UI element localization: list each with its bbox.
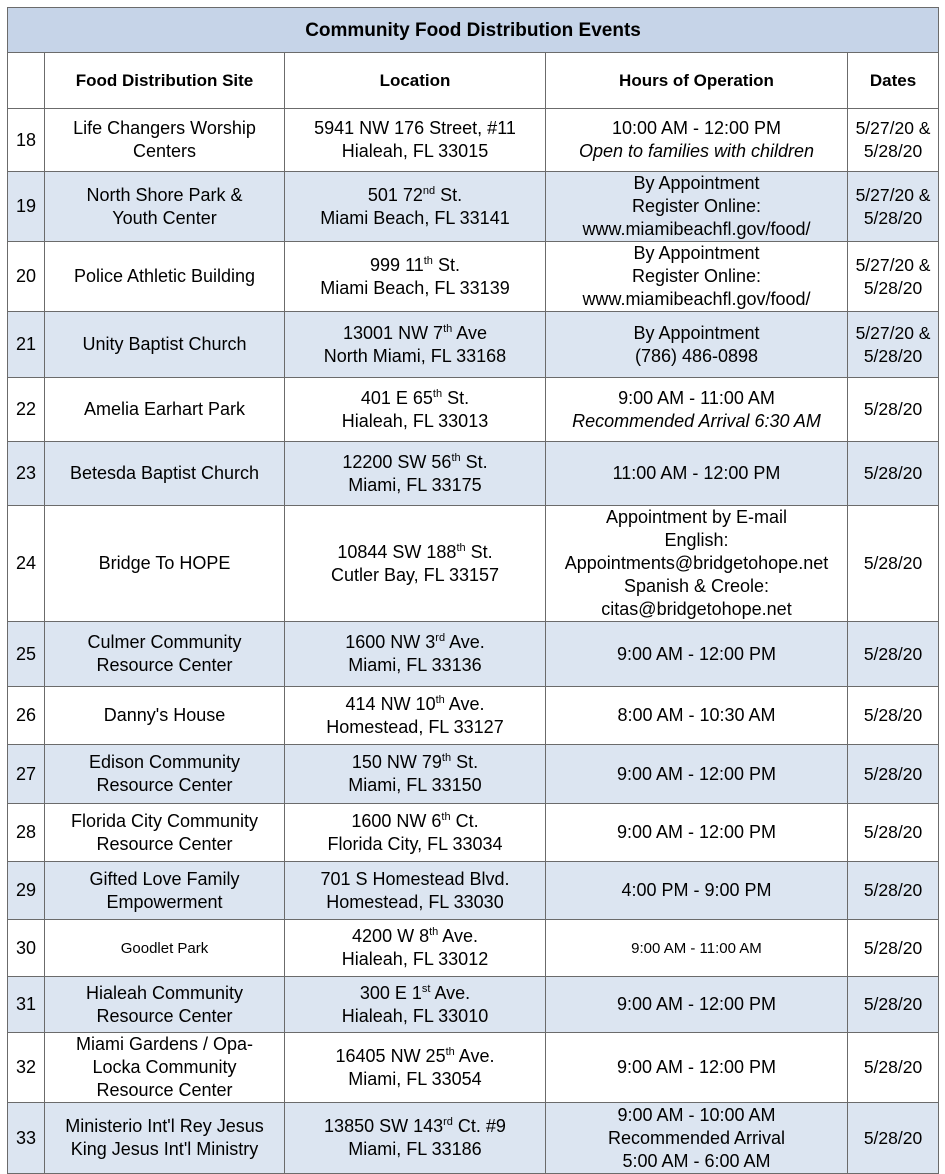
row-number: 26 bbox=[8, 687, 45, 745]
event-dates bbox=[848, 1103, 939, 1174]
site-name bbox=[45, 109, 285, 172]
site-name-line: Resource Center bbox=[96, 655, 233, 675]
row-number: 25 bbox=[8, 622, 45, 687]
row-number: 31 bbox=[8, 977, 45, 1033]
site-name-line: Goodlet Park bbox=[120, 939, 209, 957]
hours-of-operation bbox=[546, 172, 848, 242]
table-title: Community Food Distribution Events bbox=[8, 8, 939, 53]
address-city: Hialeah, FL 33015 bbox=[341, 141, 489, 161]
address-city: Miami, FL 33054 bbox=[348, 1068, 482, 1089]
site-name-line: Gifted Love Family bbox=[89, 868, 240, 889]
ordinal-suffix: th bbox=[435, 693, 445, 706]
date-line: 5/28/20 bbox=[863, 643, 923, 664]
row-number: 30 bbox=[8, 920, 45, 977]
site-name-line: Life Changers Worship bbox=[73, 118, 256, 138]
table-row bbox=[8, 109, 939, 172]
date-line: 5/27/20 & bbox=[855, 184, 931, 205]
header-hours: Hours of Operation bbox=[546, 53, 848, 109]
location-address bbox=[285, 172, 546, 242]
hours-line: Appointments@bridgetohope.net bbox=[564, 553, 829, 573]
address-street: 13001 NW 7th Ave bbox=[343, 322, 487, 343]
address-city: Cutler Bay, FL 33157 bbox=[330, 564, 500, 585]
location-address bbox=[285, 242, 546, 312]
location-address bbox=[285, 804, 546, 862]
event-dates bbox=[848, 378, 939, 442]
address-city: Homestead, FL 33030 bbox=[326, 891, 504, 912]
hours-of-operation bbox=[546, 1103, 848, 1174]
date-line: 5/28/20 bbox=[863, 399, 923, 419]
site-name bbox=[45, 862, 285, 920]
site-name-line: Resource Center bbox=[96, 1080, 233, 1100]
table-row bbox=[8, 622, 939, 687]
hours-line: 9:00 AM - 12:00 PM bbox=[616, 1057, 777, 1077]
hours-line: Register Online: bbox=[631, 266, 762, 286]
date-line: 5/28/20 bbox=[863, 705, 923, 725]
address-city: Miami Beach, FL 33141 bbox=[320, 207, 510, 228]
hours-line: 9:00 AM - 11:00 AM bbox=[618, 387, 775, 408]
date-line: 5/28/20 bbox=[863, 277, 923, 298]
hours-of-operation bbox=[546, 977, 848, 1033]
address-city: Hialeah, FL 33013 bbox=[341, 410, 489, 431]
site-name-line: Resource Center bbox=[96, 1005, 233, 1026]
date-line: 5/28/20 bbox=[863, 345, 923, 366]
date-line: 5/28/20 bbox=[863, 1057, 923, 1077]
event-dates bbox=[848, 172, 939, 242]
row-number: 18 bbox=[8, 109, 45, 172]
hours-line: (786) 486-0898 bbox=[634, 345, 759, 366]
hours-of-operation bbox=[546, 506, 848, 622]
row-number: 28 bbox=[8, 804, 45, 862]
row-number: 21 bbox=[8, 312, 45, 378]
ordinal-suffix: nd bbox=[422, 184, 436, 197]
site-name-line: Hialeah Community bbox=[85, 982, 244, 1003]
table-row bbox=[8, 745, 939, 804]
row-number: 32 bbox=[8, 1033, 45, 1103]
hours-of-operation bbox=[546, 622, 848, 687]
row-number: 23 bbox=[8, 442, 45, 506]
ordinal-suffix: rd bbox=[435, 632, 446, 644]
location-address bbox=[285, 745, 546, 804]
date-line: 5/28/20 bbox=[863, 141, 923, 161]
address-street: 701 S Homestead Blvd. bbox=[320, 868, 510, 889]
hours-line: www.miamibeachfl.gov/food/ bbox=[582, 289, 811, 309]
location-address bbox=[285, 442, 546, 506]
address-street: 401 E 65th St. bbox=[360, 387, 470, 408]
ordinal-suffix: th bbox=[443, 322, 453, 335]
address-street: 1600 NW 3rd Ave. bbox=[345, 632, 485, 652]
site-name-line: Bridge To HOPE bbox=[98, 553, 231, 573]
ordinal-suffix: th bbox=[441, 810, 451, 823]
site-name-line: Resource Center bbox=[96, 775, 233, 795]
address-city: Hialeah, FL 33012 bbox=[341, 949, 489, 969]
event-dates bbox=[848, 442, 939, 506]
hours-line: Spanish & Creole: bbox=[623, 576, 770, 596]
address-street: 150 NW 79th St. bbox=[351, 752, 479, 772]
address-city: Homestead, FL 33127 bbox=[326, 716, 504, 737]
site-name bbox=[45, 378, 285, 442]
date-line: 5/28/20 bbox=[863, 763, 923, 784]
site-name-line: Unity Baptist Church bbox=[82, 334, 247, 354]
header-site: Food Distribution Site bbox=[45, 53, 285, 109]
site-name bbox=[45, 745, 285, 804]
event-dates bbox=[848, 506, 939, 622]
hours-of-operation bbox=[546, 109, 848, 172]
hours-line: www.miamibeachfl.gov/food/ bbox=[582, 219, 811, 239]
hours-line: English: bbox=[664, 530, 729, 550]
date-line: 5/27/20 & bbox=[855, 322, 931, 343]
hours-line: Recommended Arrival bbox=[607, 1127, 786, 1148]
header-location: Location bbox=[285, 53, 546, 109]
table-row bbox=[8, 1103, 939, 1174]
hours-line: 10:00 AM - 12:00 PM bbox=[611, 118, 782, 138]
site-name bbox=[45, 1033, 285, 1103]
hours-of-operation bbox=[546, 442, 848, 506]
hours-line: 9:00 AM - 10:00 AM bbox=[617, 1104, 776, 1125]
hours-of-operation bbox=[546, 687, 848, 745]
hours-line: Appointment by E-mail bbox=[605, 507, 788, 527]
location-address bbox=[285, 622, 546, 687]
table-body bbox=[8, 109, 939, 1174]
site-name bbox=[45, 622, 285, 687]
address-street: 300 E 1st Ave. bbox=[359, 982, 471, 1003]
hours-line: 9:00 AM - 11:00 AM bbox=[631, 939, 762, 957]
site-name-line: Centers bbox=[132, 141, 197, 161]
row-number: 20 bbox=[8, 242, 45, 312]
site-name bbox=[45, 977, 285, 1033]
site-name-line: Danny's House bbox=[103, 705, 226, 725]
hours-of-operation bbox=[546, 804, 848, 862]
date-line: 5/28/20 bbox=[863, 880, 923, 900]
table-row bbox=[8, 977, 939, 1033]
row-number: 29 bbox=[8, 862, 45, 920]
date-line: 5/28/20 bbox=[863, 822, 923, 842]
site-name-line: Florida City Community bbox=[70, 810, 259, 831]
site-name bbox=[45, 312, 285, 378]
location-address bbox=[285, 109, 546, 172]
hours-note: Open to families with children bbox=[578, 141, 815, 161]
hours-line: 9:00 AM - 12:00 PM bbox=[616, 763, 777, 784]
ordinal-suffix: th bbox=[429, 926, 439, 938]
hours-note: Recommended Arrival 6:30 AM bbox=[572, 410, 821, 431]
date-line: 5/28/20 bbox=[863, 553, 923, 573]
table-row bbox=[8, 312, 939, 378]
location-address bbox=[285, 506, 546, 622]
date-line: 5/28/20 bbox=[863, 463, 923, 483]
date-line: 5/27/20 & bbox=[855, 254, 931, 275]
site-name-line: Empowerment bbox=[106, 891, 223, 912]
date-line: 5/28/20 bbox=[863, 994, 923, 1014]
address-street: 12200 SW 56th St. bbox=[342, 451, 488, 472]
food-distribution-table bbox=[7, 7, 939, 1174]
address-city: Hialeah, FL 33010 bbox=[341, 1005, 489, 1026]
row-number: 33 bbox=[8, 1103, 45, 1174]
table-row bbox=[8, 862, 939, 920]
table-row bbox=[8, 506, 939, 622]
site-name bbox=[45, 506, 285, 622]
hours-of-operation bbox=[546, 312, 848, 378]
site-name bbox=[45, 920, 285, 977]
hours-line: Register Online: bbox=[631, 196, 762, 216]
location-address bbox=[285, 687, 546, 745]
address-street: 999 11th St. bbox=[370, 254, 460, 275]
site-name-line: King Jesus Int'l Ministry bbox=[70, 1139, 259, 1159]
address-city: Miami, FL 33150 bbox=[348, 775, 482, 795]
hours-line: 5:00 AM - 6:00 AM bbox=[622, 1150, 771, 1171]
site-name-line: Betesda Baptist Church bbox=[69, 463, 260, 483]
table-row bbox=[8, 242, 939, 312]
site-name-line: Edison Community bbox=[88, 752, 241, 772]
event-dates bbox=[848, 745, 939, 804]
address-street: 501 72nd St. bbox=[367, 184, 463, 205]
hours-of-operation bbox=[546, 1033, 848, 1103]
table-row bbox=[8, 687, 939, 745]
location-address bbox=[285, 1103, 546, 1174]
event-dates bbox=[848, 687, 939, 745]
hours-line: 4:00 PM - 9:00 PM bbox=[621, 880, 772, 900]
hours-line: By Appointment bbox=[633, 243, 760, 263]
table-row bbox=[8, 804, 939, 862]
address-street: 13850 SW 143rd Ct. #9 bbox=[324, 1116, 506, 1136]
table-row bbox=[8, 1033, 939, 1103]
address-street: 16405 NW 25th Ave. bbox=[335, 1045, 495, 1066]
address-city: Miami, FL 33186 bbox=[348, 1139, 482, 1159]
hours-of-operation bbox=[546, 242, 848, 312]
date-line: 5/27/20 & bbox=[855, 118, 931, 138]
site-name-line: Police Athletic Building bbox=[73, 266, 256, 286]
ordinal-suffix: st bbox=[421, 982, 431, 995]
table-row bbox=[8, 920, 939, 977]
event-dates bbox=[848, 920, 939, 977]
location-address bbox=[285, 312, 546, 378]
hours-of-operation bbox=[546, 378, 848, 442]
header-dates: Dates bbox=[848, 53, 939, 109]
event-dates bbox=[848, 242, 939, 312]
site-name-line: Ministerio Int'l Rey Jesus bbox=[65, 1116, 264, 1136]
address-street: 4200 W 8th Ave. bbox=[352, 926, 478, 946]
row-number: 24 bbox=[8, 506, 45, 622]
row-number: 27 bbox=[8, 745, 45, 804]
address-city: Florida City, FL 33034 bbox=[327, 833, 503, 854]
address-street: 5941 NW 176 Street, #11 bbox=[314, 118, 516, 138]
site-name bbox=[45, 687, 285, 745]
site-name bbox=[45, 242, 285, 312]
hours-of-operation bbox=[546, 920, 848, 977]
location-address bbox=[285, 920, 546, 977]
event-dates bbox=[848, 1033, 939, 1103]
hours-line: 9:00 AM - 12:00 PM bbox=[616, 643, 777, 664]
location-address bbox=[285, 862, 546, 920]
site-name-line: Resource Center bbox=[96, 833, 233, 854]
event-dates bbox=[848, 977, 939, 1033]
table-row bbox=[8, 172, 939, 242]
header-number bbox=[8, 53, 45, 109]
ordinal-suffix: th bbox=[432, 387, 443, 400]
table-row bbox=[8, 442, 939, 506]
site-name-line: Youth Center bbox=[112, 207, 217, 228]
ordinal-suffix: th bbox=[423, 254, 433, 267]
table-row bbox=[8, 378, 939, 442]
date-line: 5/28/20 bbox=[863, 207, 923, 228]
hours-line: citas@bridgetohope.net bbox=[601, 599, 792, 619]
address-city: Miami, FL 33175 bbox=[348, 474, 482, 495]
address-street: 10844 SW 188th St. bbox=[337, 541, 493, 562]
address-city: North Miami, FL 33168 bbox=[323, 345, 507, 366]
row-number: 19 bbox=[8, 172, 45, 242]
address-city: Miami Beach, FL 33139 bbox=[320, 277, 510, 298]
site-name-line: Culmer Community bbox=[87, 632, 242, 652]
site-name-line: Locka Community bbox=[92, 1057, 237, 1077]
event-dates bbox=[848, 804, 939, 862]
site-name-line: Miami Gardens / Opa- bbox=[75, 1034, 254, 1054]
address-street: 414 NW 10th Ave. bbox=[345, 693, 485, 714]
event-dates bbox=[848, 109, 939, 172]
ordinal-suffix: th bbox=[451, 451, 461, 464]
ordinal-suffix: th bbox=[441, 752, 452, 764]
row-number: 22 bbox=[8, 378, 45, 442]
site-name bbox=[45, 442, 285, 506]
site-name bbox=[45, 1103, 285, 1174]
location-address bbox=[285, 1033, 546, 1103]
ordinal-suffix: th bbox=[456, 541, 466, 554]
hours-line: 9:00 AM - 12:00 PM bbox=[616, 822, 777, 842]
event-dates bbox=[848, 312, 939, 378]
ordinal-suffix: rd bbox=[443, 1116, 453, 1128]
hours-of-operation bbox=[546, 862, 848, 920]
location-address bbox=[285, 977, 546, 1033]
hours-line: 11:00 AM - 12:00 PM bbox=[612, 463, 781, 483]
event-dates bbox=[848, 622, 939, 687]
site-name-line: North Shore Park & bbox=[86, 184, 243, 205]
address-city: Miami, FL 33136 bbox=[348, 655, 482, 675]
site-name-line: Amelia Earhart Park bbox=[83, 399, 246, 419]
site-name bbox=[45, 172, 285, 242]
date-line: 5/28/20 bbox=[863, 1127, 923, 1148]
site-name bbox=[45, 804, 285, 862]
hours-line: 8:00 AM - 10:30 AM bbox=[617, 705, 776, 725]
date-line: 5/28/20 bbox=[863, 937, 923, 958]
hours-line: By Appointment bbox=[633, 322, 760, 343]
ordinal-suffix: th bbox=[445, 1045, 455, 1058]
address-street: 1600 NW 6th Ct. bbox=[351, 810, 479, 831]
hours-of-operation bbox=[546, 745, 848, 804]
hours-line: By Appointment bbox=[633, 173, 760, 193]
event-dates bbox=[848, 862, 939, 920]
hours-line: 9:00 AM - 12:00 PM bbox=[616, 994, 777, 1014]
location-address bbox=[285, 378, 546, 442]
